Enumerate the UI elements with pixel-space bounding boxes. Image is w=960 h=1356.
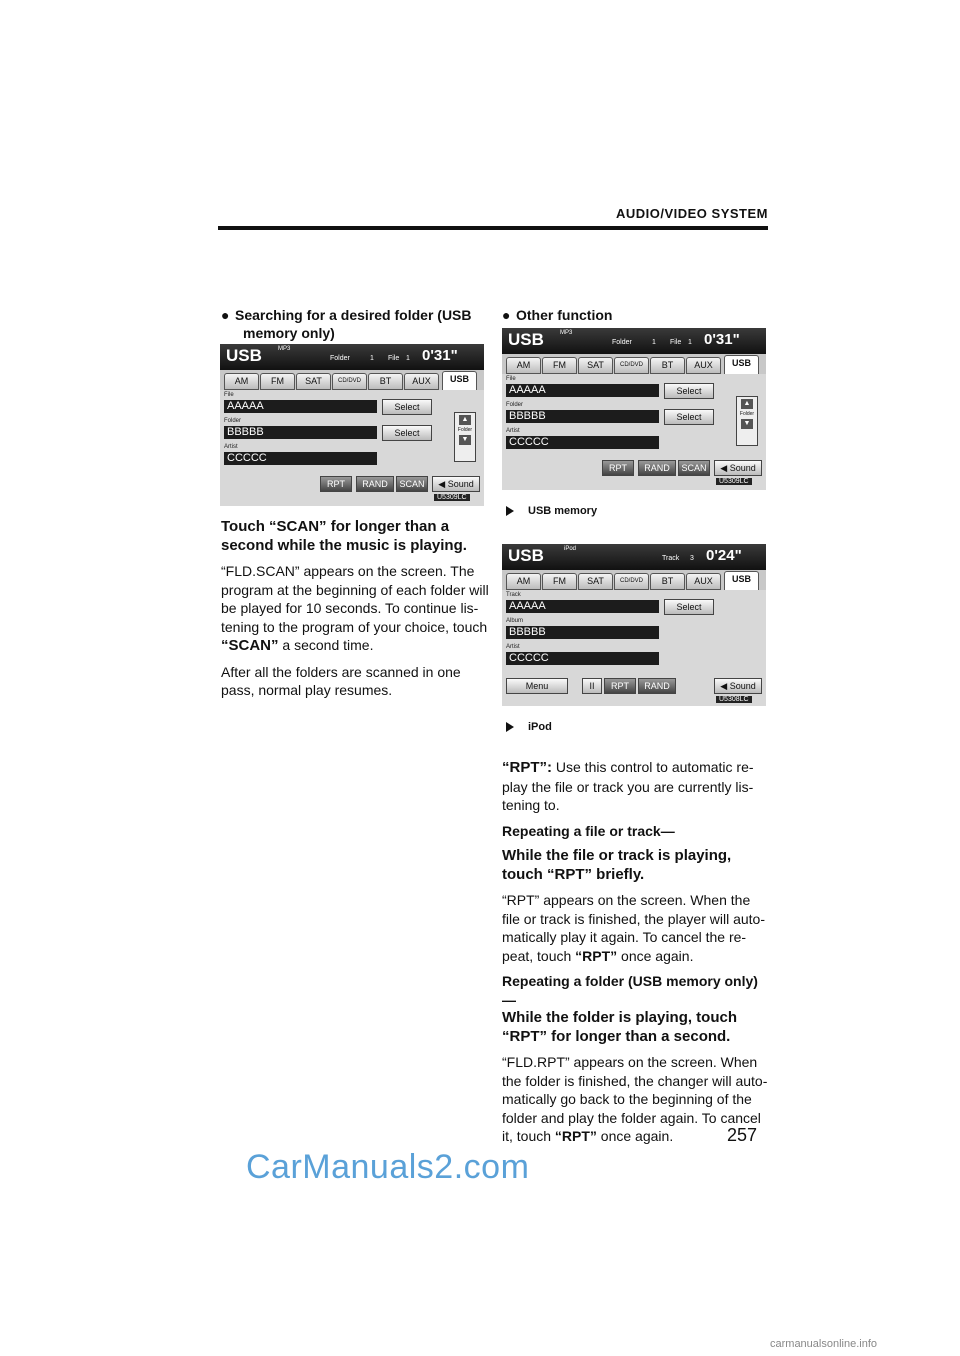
album-field: BBBBB [506,626,659,639]
sound-button[interactable]: ◀ Sound [714,460,762,476]
file-field: AAAAA [224,400,377,413]
tab-aux[interactable]: AUX [686,357,721,374]
tab-usb[interactable]: USB [442,371,477,391]
scan-para: “FLD.SCAN” appears on the screen. The program at the beginning of each folder will be played for 10 seconds. To continue lis-tening to the program of your choice, touch “SCAN” a second time. [221,563,489,654]
figure-code: U5309LC [716,478,752,485]
select-button[interactable]: Select [664,599,714,615]
scan-button[interactable]: SCAN [396,476,428,492]
arrow-up-icon[interactable]: ▲ [459,415,471,425]
source-tabs [220,370,484,390]
tab-cddvd[interactable]: CD/DVD [614,573,649,590]
tab-cddvd[interactable]: CD/DVD [614,357,649,374]
rand-button[interactable]: RAND [638,460,676,476]
section-header: AUDIO/VIDEO SYSTEM [615,206,768,221]
ipod-screen: USB iPod Track 3 0'24" AM FM SAT CD/DVD BT AUX USB Track AAAAA Select Album BBBBB Artist CCCCC Menu II RPT RAND ◀ Sound U5308LC [502,544,766,706]
sound-button[interactable]: ◀ Sound [714,678,762,694]
folder-field: BBBBB [224,426,377,439]
tab-sat[interactable]: SAT [578,573,613,590]
tab-sat[interactable]: SAT [296,373,331,390]
file-field: AAAAA [506,384,659,397]
tab-am[interactable]: AM [506,357,541,374]
arrow-down-icon[interactable]: ▼ [459,435,471,445]
scan-instruction: Touch “SCAN” for longer than a second while the music is playing. [221,518,467,554]
repeat-file-heading: Repeating a file or track— [502,822,675,839]
scan-button[interactable]: SCAN [678,460,710,476]
figure-code: U5309LC [434,494,470,501]
repeat-folder-instruction: While the folder is playing, touch “RPT” for longer than a second. [502,1009,738,1045]
artist-field: CCCCC [506,652,659,665]
usb-screen-scan: USB MP3 Folder 1 File 1 0'31" AM FM SAT CD/DVD BT AUX USB File AAAAA Select Folder BBBBB Select Artist CCCCC ▲ Folder ▼ RPT RAND SCAN ◀ Sound U5309LC [220,344,484,506]
tab-aux[interactable]: AUX [404,373,439,390]
pause-button[interactable]: II [582,678,602,694]
tab-am[interactable]: AM [224,373,259,390]
select-button[interactable]: Select [664,409,714,425]
rpt-description: “RPT”: Use this control to automatic re-play the file or track you are currently lis-tening to. [502,759,754,813]
rand-button[interactable]: RAND [356,476,394,492]
tab-am[interactable]: AM [506,573,541,590]
header-rule [218,226,768,230]
footer-watermark: carmanualsonline.info [770,1338,878,1350]
triangle-icon [506,506,514,516]
tab-usb[interactable]: USB [724,355,759,375]
tab-sat[interactable]: SAT [578,357,613,374]
tab-bt[interactable]: BT [368,373,403,390]
track-field: AAAAA [506,600,659,613]
tab-bt[interactable]: BT [650,573,685,590]
folder-updown-button[interactable]: ▲ Folder ▼ [454,412,476,462]
repeat-folder-para: “FLD.RPT” appears on the screen. When the folder is finished, the changer will auto-matically go back to the beginning of the folder and play the folder again. To cancel it, touch “RPT” once again. [502,1054,768,1144]
rand-button[interactable]: RAND [638,678,676,694]
artist-field: CCCCC [506,436,659,449]
right-heading: ● Other function [502,307,613,323]
tab-fm[interactable]: FM [542,357,577,374]
left-body [221,518,489,707]
tab-bt[interactable]: BT [650,357,685,374]
triangle-icon [506,722,514,732]
watermark: CarManuals2.com [246,1148,530,1186]
page-number: 257 [727,1125,758,1145]
rpt-button[interactable]: RPT [320,476,352,492]
figure-code: U5308LC [716,696,752,703]
tab-fm[interactable]: FM [260,373,295,390]
repeat-folder-heading: Repeating a folder (USB memory only) — [502,973,758,1008]
arrow-down-icon[interactable]: ▼ [741,419,753,429]
tab-usb[interactable]: USB [724,571,759,591]
caption-ipod: iPod [506,721,552,733]
right-body [502,758,768,1153]
repeat-file-para: “RPT” appears on the screen. When the file or track is finished, the player will auto-matically play it again. To cancel the re-peat, touch “RPT” once again. [502,892,765,964]
menu-button[interactable]: Menu [506,678,568,694]
rpt-button[interactable]: RPT [602,460,634,476]
caption-usb: USB memory [506,505,597,517]
scan-para-2: After all the folders are scanned in one pass, normal play resumes. [221,663,461,698]
arrow-up-icon[interactable]: ▲ [741,399,753,409]
select-button[interactable]: Select [664,383,714,399]
repeat-file-instruction: While the file or track is playing, touch “RPT” briefly. [502,847,732,883]
bullet-icon: ● [221,307,230,323]
folder-updown-button[interactable]: ▲ Folder ▼ [736,396,758,446]
rpt-button[interactable]: RPT [604,678,636,694]
source-tabs [502,570,766,590]
tab-aux[interactable]: AUX [686,573,721,590]
select-button[interactable]: Select [382,399,432,415]
artist-field: CCCCC [224,452,377,465]
sound-button[interactable]: ◀ Sound [432,476,480,492]
bullet-icon: ● [502,307,511,323]
tab-cddvd[interactable]: CD/DVD [332,373,367,390]
tab-fm[interactable]: FM [542,573,577,590]
left-heading: ● Searching for a desired folder (USB memory only) [221,307,472,341]
folder-field: BBBBB [506,410,659,423]
select-button[interactable]: Select [382,425,432,441]
source-tabs [502,354,766,374]
usb-screen: USB MP3 Folder 1 File 1 0'31" AM FM SAT CD/DVD BT AUX USB File AAAAA Select Folder BBBBB Select Artist CCCCC ▲ Folder ▼ RPT RAND SCAN ◀ Sound U5309LC [502,328,766,490]
